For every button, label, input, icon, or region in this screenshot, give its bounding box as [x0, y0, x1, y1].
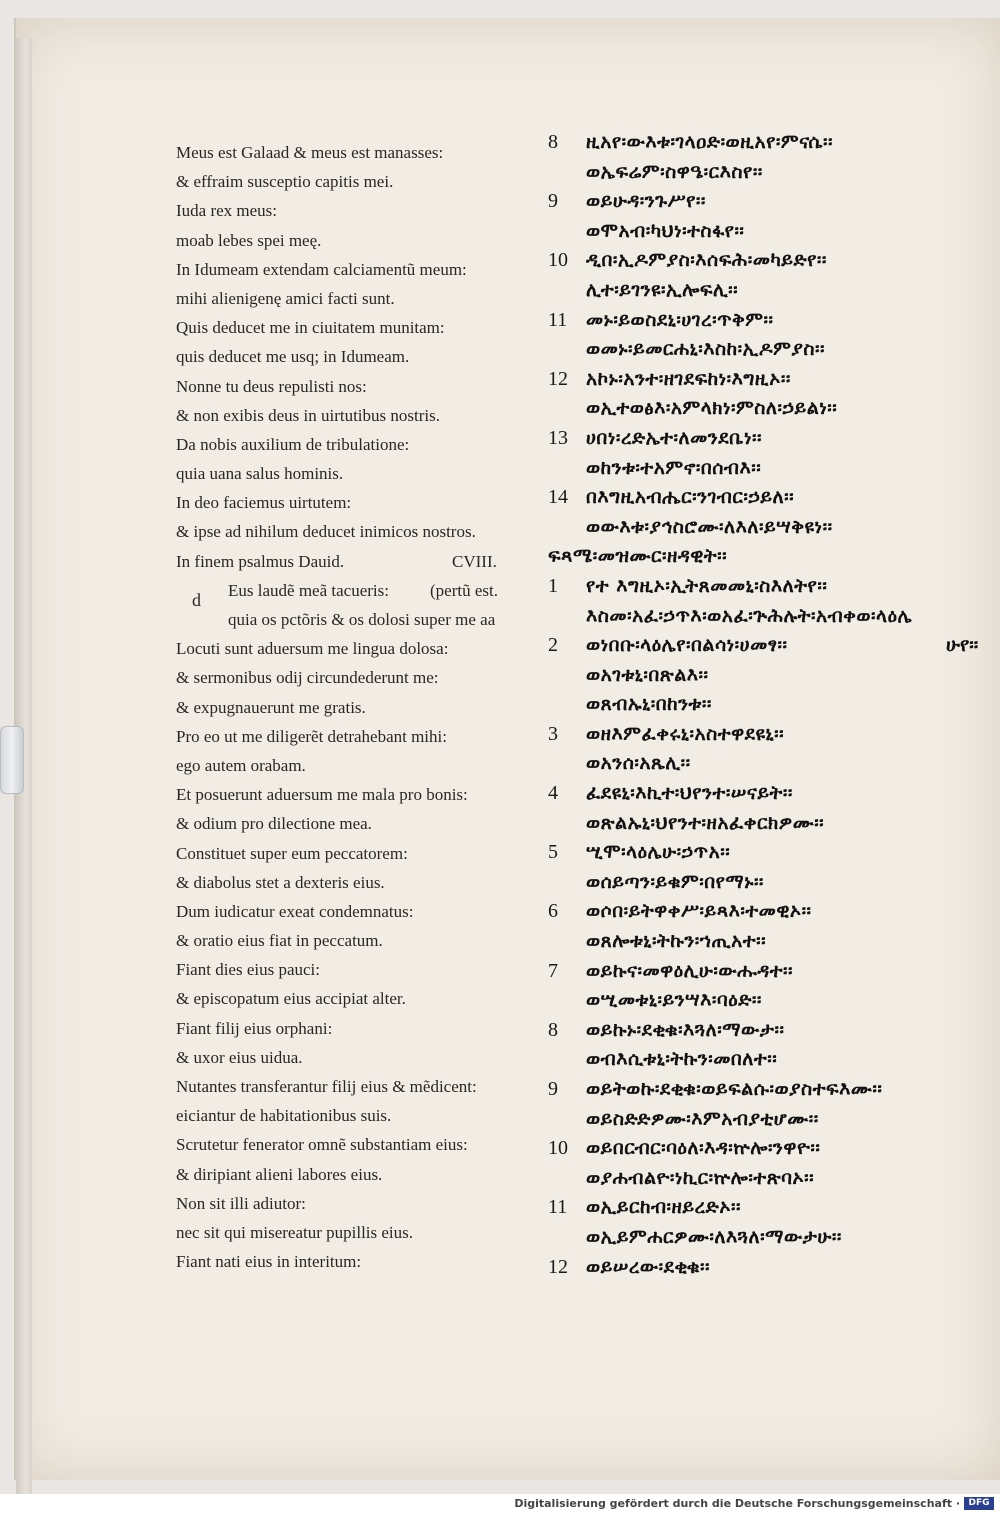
latin-line: & diabolus stet a dexteris eius.: [176, 872, 385, 892]
ethiopic-line: [548, 306, 988, 336]
ethiopic-line: [548, 986, 988, 1016]
verse-number: 8: [548, 1018, 558, 1041]
ethiopic-line: [548, 1253, 988, 1283]
psalm-number: CVIII.: [452, 551, 497, 571]
verse-number: 11: [548, 308, 568, 331]
verse-number: 3: [548, 722, 558, 745]
ethiopic-line: [548, 1134, 988, 1164]
verse-number: 1: [548, 574, 558, 597]
ethiopic-line: [548, 128, 988, 158]
ethiopic-text: ዚአየ፡ውእቱ፡ገላዐድ፡ወዚአየ፡ምናሴ፡፡: [586, 131, 834, 153]
latin-line: Dum iudicatur exeat condemnatus:: [176, 901, 414, 921]
ethiopic-text: ወነበቡ፡ላዕሌየ፡በልሳነ፡ሀመፃ፡፡: [586, 634, 788, 657]
ethiopic-line: [548, 1016, 988, 1046]
latin-line: & odium pro dilectione mea.: [176, 814, 372, 834]
latin-line: & effraim susceptio capitis mei.: [176, 172, 394, 192]
ethiopic-title-line: [548, 542, 988, 572]
verse-number: 9: [548, 1078, 558, 1100]
latin-line: Eus laudẽ meã tacueris:: [228, 580, 389, 600]
verse-number: 12: [548, 1255, 568, 1278]
ethiopic-text: ወይኩኑ፡ደቂቁ፡እጓለ፡ማውታ፡፡: [586, 1018, 785, 1041]
ethiopic-column: [548, 128, 988, 1282]
ethiopic-line: [548, 897, 988, 927]
ethiopic-text: ፈደዩኒ፡እኪተ፡ህየንተ፡ሠናይት፡፡: [586, 782, 793, 805]
latin-line: quia uana salus hominis.: [176, 464, 344, 484]
ethiopic-line: [548, 809, 988, 839]
ethiopic-text: አኮኑ፡አንተ፡ዘገደፍከነ፡እግዚኦ፡፡: [586, 367, 791, 390]
latin-line: ego autem orabam.: [176, 755, 306, 775]
latin-line: In Idumeam extendam calciamentũ meum:: [176, 259, 467, 279]
drop-cap-letter: d: [192, 589, 201, 610]
verse-number: 10: [548, 1137, 568, 1160]
page-clip: [0, 726, 24, 794]
ethiopic-text: ወአንሰ፡አጼሊ፡፡: [586, 752, 691, 775]
ethiopic-text: ወኢይርከብ፡ዘይረድኦ፡፡: [586, 1196, 741, 1219]
verse-number: 5: [548, 841, 558, 864]
verse-number: 6: [548, 900, 558, 923]
ethiopic-line: [548, 661, 988, 691]
verse-number: 11: [548, 1196, 568, 1219]
ethiopic-line: [548, 838, 988, 868]
ethiopic-text: ወኢተወፅእ፡አምላክነ፡ምስለ፡ኃይልነ፡፡: [586, 397, 838, 420]
latin-line: Fiant filij eius orphani:: [176, 1018, 333, 1038]
ethiopic-text: ወይስድድዎሙ፡እምአብያቲሆሙ፡፡: [586, 1107, 819, 1130]
ethiopic-text: ወውእቱ፡ያኅስሮሙ፡ለእለ፡ይሣቅዩነ፡፡: [586, 515, 833, 538]
ethiopic-text: የተ እግዚኦ፡ኢትጸመመኒ፡ስእለትየ፡፡: [586, 574, 828, 597]
verse-number: 14: [548, 486, 568, 509]
latin-line: eiciantur de habitationibus suis.: [176, 1106, 392, 1126]
ethiopic-text: ወጸብኡኒ፡በከንቱ፡፡: [586, 693, 712, 716]
ethiopic-text: እስመ፡አፈ፡ኃጥእ፡ወአፈ፡ጕሕሉት፡አብቀወ፡ላዕሌ: [586, 604, 913, 627]
ethiopic-line: [548, 779, 988, 809]
ethiopic-line: [548, 927, 988, 957]
ethiopic-line: [548, 454, 988, 484]
psalm-heading-text: In finem psalmus Dauid.: [176, 551, 345, 571]
ethiopic-text: ፍጻሜ፡መዝሙር፡ዘዳዊት፡፡: [548, 545, 728, 568]
ethiopic-line: [548, 394, 988, 424]
latin-line: & non exibis deus in uirtutibus nostris.: [176, 405, 440, 425]
verse-number: 7: [548, 959, 558, 982]
dropcap-line: [176, 605, 526, 634]
ethiopic-text: ወመኑ፡ይመርሐኒ፡እስከ፡ኢዶምያስ፡፡: [586, 338, 825, 361]
latin-line: mihi alienigenę amici facti sunt.: [176, 288, 395, 308]
ethiopic-line: [548, 276, 988, 306]
ethiopic-text: ወኤፍሬም፡ስዋዔ፡ርእስየ፡፡: [586, 160, 763, 183]
verse-number: 8: [548, 131, 558, 153]
ethiopic-text: ወጽልኡኒ፡ህየንተ፡ዘአፈቀርክዎሙ፡፡: [586, 811, 825, 834]
ethiopic-line: [548, 749, 988, 779]
latin-line: Nutantes transferantur filij eius & mẽdicent:: [176, 1077, 477, 1096]
ethiopic-line: [548, 1193, 988, 1223]
ethiopic-text: ወያሐብልዮ፡ነኪር፡ኵሎ፡ተጽባኦ፡፡: [586, 1166, 815, 1189]
latin-line: & episcopatum eius accipiat alter.: [176, 989, 406, 1009]
latin-line: quia os pctõris & os dolosi super me aa: [228, 610, 496, 629]
ethiopic-line: [548, 572, 988, 602]
ethiopic-line-end: ሁየ፡፡: [946, 634, 979, 657]
ethiopic-text: ወብእሲቱኒ፡ትኩን፡መበለተ፡፡: [586, 1048, 778, 1071]
latin-line: Iuda rex meus:: [176, 201, 278, 221]
ethiopic-line: [548, 1105, 988, 1135]
latin-line: Et posuerunt aduersum me mala pro bonis:: [176, 785, 468, 805]
latin-line: moab lebes spei meę.: [176, 230, 322, 250]
ethiopic-text: ወይኩና፡መዋዕሊሁ፡ውሑዳተ፡፡: [586, 959, 794, 982]
ethiopic-text: ወከንቱ፡ተአምኖ፡በሰብእ፡፡: [586, 456, 762, 479]
ethiopic-line: [548, 217, 988, 247]
ethiopic-text: መኑ፡ይወስደኒ፡ሀገረ፡ጥቅም፡፡: [586, 308, 774, 331]
verse-number: 13: [548, 426, 568, 449]
ethiopic-line: [548, 246, 988, 276]
ethiopic-text: ወይበርብር፡ባዕለ፡እዳ፡ኵሎ፡ንዋዮ፡፡: [586, 1137, 821, 1160]
verse-number: 4: [548, 782, 558, 805]
latin-line: Constituet super eum peccatorem:: [176, 843, 408, 863]
funding-credit: Digitalisierung gefördert durch die Deutsche Forschungsgemeinschaft ·: [514, 1497, 960, 1510]
ethiopic-text: ሊተ፡ይገንዩ፡ኢሎፍሊ፡፡: [586, 278, 739, 301]
latin-line-tail: (pertũ est.: [430, 580, 498, 600]
latin-line: Locuti sunt aduersum me lingua dolosa:: [176, 639, 449, 659]
ethiopic-text: ሢሞ፡ላዕሌሁ፡ኃጥአ፡፡: [586, 841, 731, 864]
ethiopic-text: ወይትወኩ፡ደቂቁ፡ወይፍልሱ፡ወያስተፍእሙ፡፡: [586, 1078, 883, 1100]
ethiopic-text: በእግዚአብሔር፡ንገብር፡ኃይለ፡፡: [586, 486, 795, 509]
ethiopic-line: [548, 602, 988, 632]
verse-number: 2: [548, 634, 558, 657]
latin-line: Fiant nati eius in interitum:: [176, 1252, 362, 1272]
ethiopic-text: ወሞአብ፡ካህነ፡ተስፋየ፡፡: [586, 219, 745, 242]
ethiopic-line: [548, 158, 988, 188]
ethiopic-line: [548, 424, 988, 454]
ethiopic-line: [548, 1075, 988, 1105]
latin-line: Fiant dies eius pauci:: [176, 960, 321, 980]
ethiopic-line: [548, 631, 988, 661]
ethiopic-line: [548, 720, 988, 750]
ethiopic-text: ዲበ፡ኢዶምያስ፡እሰፍሕ፡መካይድየ፡፡: [586, 249, 827, 272]
latin-line: Scrutetur fenerator omnẽ substantiam eius:: [176, 1135, 468, 1155]
ethiopic-line: [548, 1045, 988, 1075]
dfg-logo: DFG: [964, 1497, 994, 1510]
verse-number: 10: [548, 249, 568, 272]
ethiopic-line: [548, 335, 988, 365]
ethiopic-line: [548, 868, 988, 898]
latin-line: nec sit qui misereatur pupillis eius.: [176, 1222, 414, 1242]
ethiopic-line: [548, 483, 988, 513]
ethiopic-text: ወሢመቱኒ፡ይንሣእ፡ባዕድ፡፡: [586, 989, 762, 1012]
psalm-heading: [176, 547, 526, 576]
ethiopic-line: [548, 513, 988, 543]
ethiopic-text: ወሶበ፡ይትዋቀሥ፡ይጻእ፡ተመዊኦ፡፡: [586, 900, 812, 923]
ethiopic-line: [548, 1223, 988, 1253]
verse-number: 9: [548, 190, 558, 213]
ethiopic-text: ወይሠረው፡ደቂቁ፡፡: [586, 1255, 711, 1278]
ethiopic-text: ወዘእምፈቀሩኒ፡አስተዋደዩኒ፡፡: [586, 722, 785, 745]
latin-line: Pro eo ut me diligerẽt detrahebant mihi:: [176, 726, 447, 746]
footer-bar: [0, 1494, 1000, 1514]
ethiopic-text: ወጸሎቱኒ፡ትኩን፡ኀጢአተ፡፡: [586, 930, 767, 953]
latin-line: quis deducet me usq; in Idumeam.: [176, 347, 410, 367]
dropcap-line: [176, 576, 526, 610]
latin-line: Quis deducet me in ciuitatem munitam:: [176, 318, 445, 338]
ethiopic-line: [548, 187, 988, 217]
ethiopic-text: ወአገቱኒ፡በጽልእ፡፡: [586, 663, 709, 686]
latin-line: & oratio eius fiat in peccatum.: [176, 931, 383, 951]
latin-line: & expugnauerunt me gratis.: [176, 697, 366, 717]
latin-line: Non sit illi adiutor:: [176, 1193, 306, 1213]
ethiopic-line: [548, 690, 988, 720]
ethiopic-text: ወይሁዳ፡ንጉሥየ፡፡: [586, 190, 706, 213]
latin-line: & ipse ad nihilum deducet inimicos nostros.: [176, 522, 476, 542]
latin-line: Meus est Galaad & meus est manasses:: [176, 143, 444, 162]
ethiopic-text: ሀበነ፡ረድኤተ፡ለመንደቤነ፡፡: [586, 426, 762, 449]
latin-line: & uxor eius uidua.: [176, 1047, 303, 1067]
ethiopic-text: ወሰይጣን፡ይቁም፡በየማኑ፡፡: [586, 870, 764, 893]
ethiopic-line: [548, 365, 988, 395]
ethiopic-text: ወኢይምሐርዎሙ፡ለእጓለ፡ማውታሁ፡፡: [586, 1225, 842, 1248]
latin-line: & diripiant alieni labores eius.: [176, 1164, 383, 1184]
latin-line: & sermonibus odij circundederunt me:: [176, 668, 439, 688]
verse-number: 12: [548, 367, 568, 390]
latin-line: Da nobis auxilium de tribulatione:: [176, 434, 410, 454]
latin-line: Nonne tu deus repulisti nos:: [176, 376, 367, 396]
ethiopic-line: [548, 1164, 988, 1194]
latin-column: [176, 138, 526, 1276]
latin-line: In deo faciemus uirtutem:: [176, 493, 352, 513]
ethiopic-line: [548, 957, 988, 987]
